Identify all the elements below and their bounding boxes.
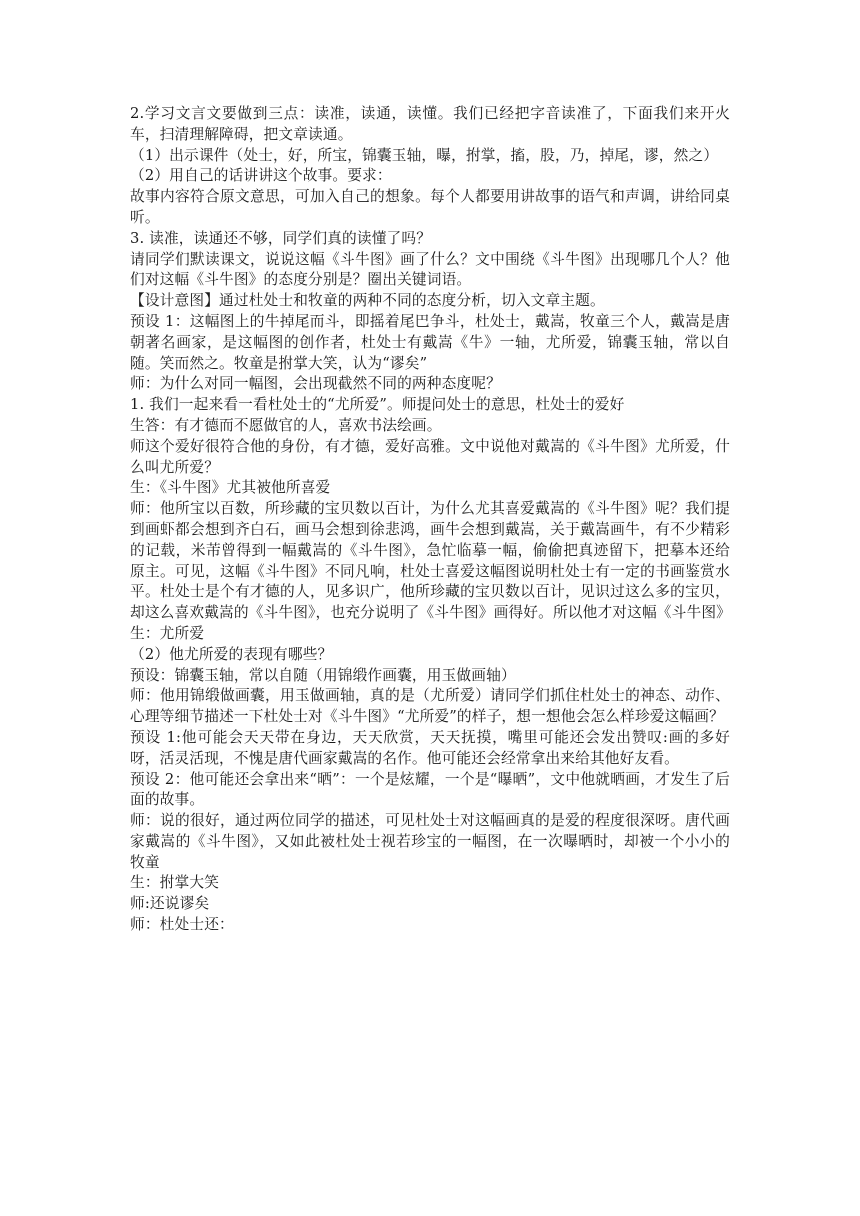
paragraph-student-clap: 生：拊掌大笑 [130, 874, 220, 892]
paragraph-you-suo-ai: 1. 我们一起来看一看杜处士的“尤所爱”。师提问处士的意思，杜处士的爱好 [130, 396, 625, 414]
paragraph-teacher-summary: 师：说的很好，通过两位同学的描述，可见杜处士对这幅画真的是爱的程度很深呀。唐代画家戴嵩的《斗牛图》，又如此被杜处士视若珍宝的一幅图，在一次曝晒时，却被一个小小的牧童 [130, 812, 730, 871]
paragraph-student-answer-hobby: 生答：有才德而不愿做官的人，喜欢书法绘画。 [130, 416, 442, 434]
paragraph-retell-requirement: （2）用自己的话讲讲这个故事。要求： [130, 167, 392, 185]
paragraph-preset-1-carry: 预设 1:他可能会天天带在身边，天天欣赏，天天抚摸，嘴里可能还会发出赞叹:画的多好呀，活灵活现，不愧是唐代画家戴嵩的名作。他可能还会经常拿出来给其他好友看。 [130, 728, 730, 767]
paragraph-student-you-suo-ai: 生：尤所爱 [130, 624, 205, 642]
paragraph-expression-question: （2）他尤所爱的表现有哪些？ [130, 645, 333, 663]
paragraph-teacher-hobby-comment: 师这个爱好很符合他的身份，有才德，爱好高雅。文中说他对戴嵩的《斗牛图》尤所爱，什么叫尤所爱？ [130, 437, 730, 476]
paragraph-teacher-du-also: 师：杜处士还： [130, 916, 234, 934]
paragraph-teacher-describe: 师：他用锦缎做画囊，用玉做画轴，真的是（尤所爱）请同学们抓住杜处士的神态、动作、心理等细节描述一下杜处士对《斗牛图》“尤所爱”的样子，想一想他会怎么样珍爱这幅画？ [130, 687, 730, 726]
paragraph-silent-reading-task: 请同学们默读课文，说说这幅《斗牛图》画了什么？文中围绕《斗牛图》出现哪几个人？他们对这幅《斗牛图》的态度分别是？圈出关键词语。 [130, 250, 730, 289]
paragraph-teacher-question: 师：为什么对同一幅图，会出现截然不同的两种态度呢？ [130, 375, 501, 393]
document-body [130, 104, 730, 936]
paragraph-design-intent: 【设计意图】通过杜处士和牧童的两种不同的态度分析，切入文章主题。 [130, 292, 605, 310]
paragraph-preset-2-sun: 预设 2：他可能还会拿出来“晒”：一个是炫耀，一个是“曝晒”，文中他就晒画，才发生了后面的故事。 [130, 770, 730, 809]
paragraph-courseware-words: （1）出示课件（处士，好，所宝，锦囊玉轴，曝，拊掌，搐，股，乃，掉尾，谬，然之） [130, 146, 719, 164]
paragraph-story-requirement: 故事内容符合原文意思，可加入自己的想象。每个人都要用讲故事的语气和声调，讲给同桌听。 [130, 188, 730, 226]
paragraph-teacher-miu-yi: 师:还说谬矣 [130, 895, 210, 913]
paragraph-preset-1: 预设 1：这幅图上的牛掉尾而斗，即摇着尾巴争斗，杜处士，戴嵩，牧童三个人，戴嵩是唐朝著名画家，是这幅图的创作者，杜处士有戴嵩《牛》一轴，尤所爱，锦囊玉轴，常以自随。笑而然之。牧童是拊掌大笑，认为“谬矣” [130, 312, 730, 372]
paragraph-teacher-dai-song: 师：他所宝以百数，所珍藏的宝贝数以百计，为什么尤其喜爱戴嵩的《斗牛图》呢？我们提到画虾都会想到齐白石，画马会想到徐悲鸿，画牛会想到戴嵩，关于戴嵩画牛，有不少精彩的记载，米芾曾得到一幅戴嵩的《斗牛图》，急忙临摹一幅，偷偷把真迹留下，把摹本还给原主。可见，这幅《斗牛图》不同凡响，杜处士喜爱这幅图说明杜处士有一定的书画鉴赏水平。杜处士是个有才德的人，见多识广，他所珍藏的宝贝数以百计，见识过这么多的宝贝，却这么喜欢戴嵩的《斗牛图》，也充分说明了《斗牛图》画得好。所以他才对这幅《斗牛图》 [130, 500, 731, 622]
paragraph-student-answer-loved: 生：《斗牛图》尤其被他所喜爱 [130, 479, 331, 497]
paragraph-preset-brocade: 预设：锦囊玉轴，常以自随（用锦缎作画囊，用玉做画轴） [130, 666, 516, 684]
paragraph-intro-three-points: 2.学习文言文要做到三点：读准，读通，读懂。我们已经把字音读准了，下面我们来开火车，扫清理解障碍，把文章读通。 [130, 105, 730, 143]
paragraph-understanding-question: 3. 读准，读通还不够，同学们真的读懂了吗？ [130, 229, 432, 247]
